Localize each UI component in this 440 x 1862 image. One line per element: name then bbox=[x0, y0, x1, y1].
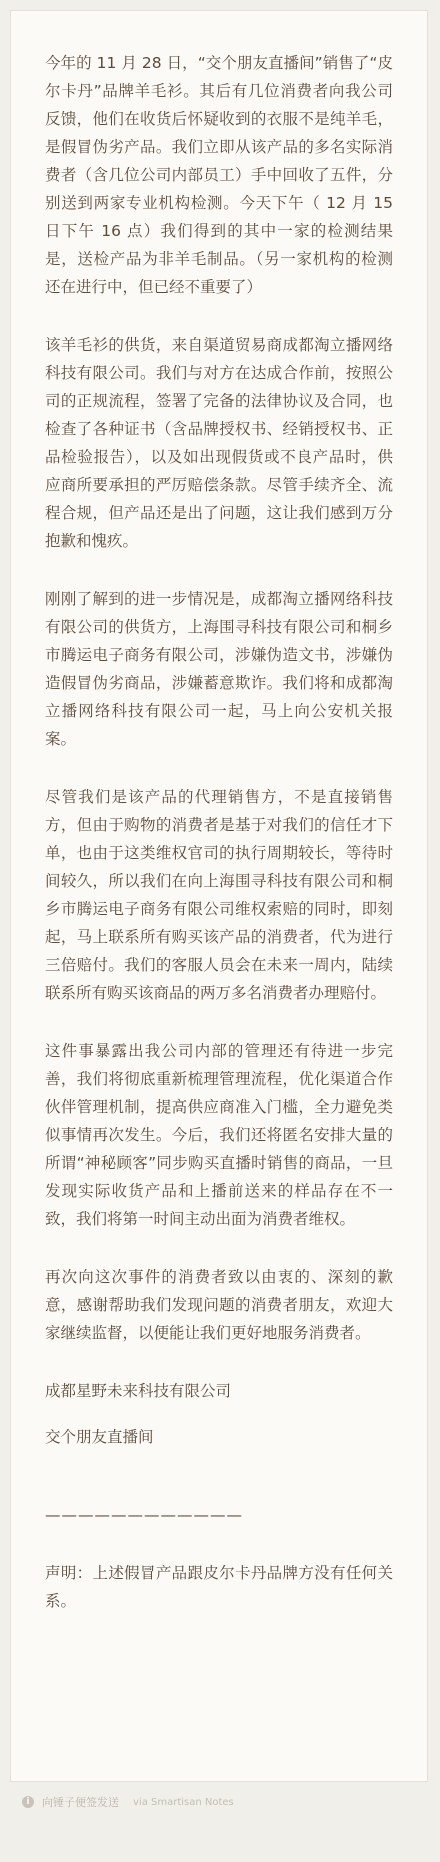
statement: 声明：上述假冒产品跟皮尔卡丹品牌方没有任何关系。 bbox=[45, 1564, 393, 1610]
paragraph-3: 刚刚了解到的进一步情况是，成都淘立播网络科技有限公司的供货方，上海围寻科技有限公司和桐乡市腾运电子商务有限公司，涉嫌伪造文书，涉嫌伪造假冒伪劣商品，涉嫌蓄意欺诈。我们将和成都淘立播网络科技有限公司一起，马上向公安机关报案。 bbox=[45, 590, 393, 748]
paragraph-4: 尽管我们是该产品的代理销售方，不是直接销售方，但由于购物的消费者是基于对我们的信任才下单，也由于这类维权官司的执行周期较长，等待时间较久，所以我们在向上海围寻科技有限公司和桐乡市腾运电子商务有限公司维权索赔的同时，即刻起，马上联系所有购买该产品的消费者，代为进行三倍赔付。我们的客服人员会在未来一周内，陆续联系所有购买该商品的两万多名消费者办理赔付。 bbox=[45, 788, 393, 1002]
divider-line: ———————————— bbox=[45, 1506, 243, 1524]
paragraph-2: 该羊毛衫的供货，来自渠道贸易商成都淘立播网络科技有限公司。我们与对方在达成合作前，按照公司的正规流程，签署了完备的法律协议及合同，也检查了各种证书（含品牌授权书、经销授权书、正品检验报告），以及如出现假货或不良产品时，供应商所要承担的严厉赔偿条款。尽管手续齐全、流程合规，但产品还是出了问题，这让我们感到万分抱歉和愧疚。 bbox=[45, 336, 393, 550]
paragraph-1: 今年的 11 月 28 日，“交个朋友直播间”销售了“皮尔卡丹”品牌羊毛衫。其后有几位消费者向我公司反馈，他们在收货后怀疑收到的衣服不是纯羊毛，是假冒伪劣产品。我们立即从该产品的多名实际消费者（含几位公司内部员工）手中回收了五件，分别送到两家专业机构检测。今天下午（ 12 月 15 日下午 16 点）我们得到的其中一家的检测结果是，送检产品为非羊毛制品。（另一家机构的检测还在进行中，但已经不重要了） bbox=[45, 54, 393, 296]
paragraph-5: 这件事暴露出我公司内部的管理还有待进一步完善，我们将彻底重新梳理管理流程，优化渠道合作伙伴管理机制，提高供应商准入门槛，全力避免类似事情再次发生。今后，我们还将匿名安排大量的所谓“神秘顾客”同步购买直播时销售的商品，一旦发现实际收货产品和上播前送来的样品存在不一致，我们将第一时间主动出面为消费者维权。 bbox=[45, 1042, 393, 1228]
footer-via: via Smartisan Notes bbox=[133, 1796, 234, 1808]
footer-send-text[interactable]: 向锤子便签发送 bbox=[42, 1796, 119, 1809]
footer bbox=[22, 1794, 234, 1810]
info-icon: i bbox=[22, 1796, 34, 1808]
note-paper bbox=[10, 10, 428, 1782]
paragraph-6: 再次向这次事件的消费者致以由衷的、深刻的歉意，感谢帮助我们发现问题的消费者朋友，欢迎大家继续监督，以便能让我们更好地服务消费者。 bbox=[45, 1268, 393, 1342]
company-signature: 成都星野未来科技有限公司 bbox=[45, 1382, 232, 1400]
studio-signature: 交个朋友直播间 bbox=[45, 1428, 154, 1446]
note-content bbox=[11, 11, 427, 1615]
